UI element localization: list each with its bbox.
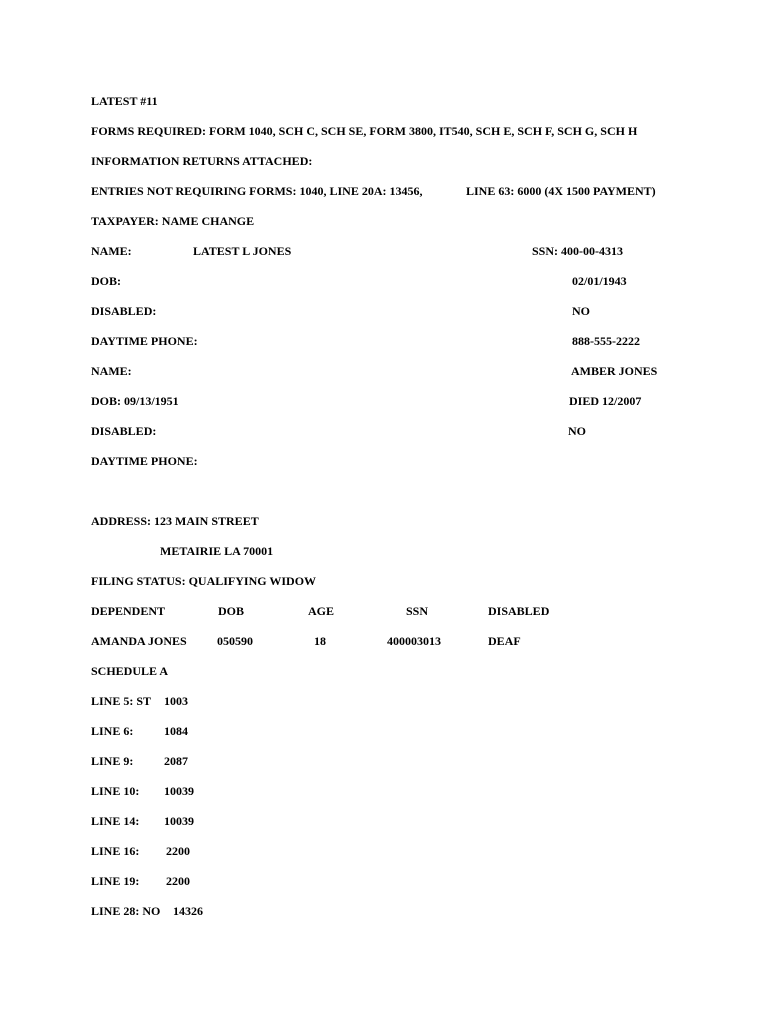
taxpayer-name-value: LATEST L JONES [193,244,292,258]
schedule-line-label: LINE 14: [91,814,140,828]
schedule-line-value: 2200 [166,874,190,888]
dependent-header-dob: DOB [218,604,245,618]
schedule-line-label: LINE 9: [91,754,134,768]
schedule-line-label: LINE 6: [91,724,134,738]
dependent-header-disabled: DISABLED [488,604,550,618]
spouse-name-value: AMBER JONES [571,364,658,378]
taxpayer-disabled-value: NO [572,304,590,318]
dependent-dob: 050590 [217,634,253,648]
dependent-name: AMANDA JONES [91,634,187,648]
schedule-line-value: 14326 [173,904,203,918]
schedule-line-value: 1003 [164,694,188,708]
forms-required-line: FORMS REQUIRED: FORM 1040, SCH C, SCH SE, FORM 3800, IT540, SCH E, SCH F, SCH G, SCH H [91,124,638,138]
spouse-died: DIED 12/2007 [569,394,642,408]
schedule-line-value: 1084 [164,724,188,738]
taxpayer-dob-value: 02/01/1943 [572,274,627,288]
dependent-header-name: DEPENDENT [91,604,166,618]
document-title: LATEST #11 [91,94,158,108]
taxpayer-dob-label: DOB: [91,274,121,288]
schedule-line-label: LINE 19: [91,874,140,888]
taxpayer-name-label: NAME: [91,244,132,258]
dependent-age: 18 [314,634,326,648]
address-line1: ADDRESS: 123 MAIN STREET [91,514,259,528]
filing-status: FILING STATUS: QUALIFYING WIDOW [91,574,317,588]
schedule-line-label: LINE 10: [91,784,140,798]
schedule-line-label: LINE 16: [91,844,140,858]
info-returns-line: INFORMATION RETURNS ATTACHED: [91,154,313,168]
schedule-line-value: 10039 [164,784,194,798]
schedule-line-label: LINE 5: ST [91,694,152,708]
taxpayer-disabled-label: DISABLED: [91,304,157,318]
spouse-disabled-label: DISABLED: [91,424,157,438]
spouse-name-label: NAME: [91,364,132,378]
address-line2: METAIRIE LA 70001 [160,544,274,558]
schedule-line-value: 2087 [164,754,188,768]
taxpayer-note: TAXPAYER: NAME CHANGE [91,214,255,228]
schedule-line-value: 10039 [164,814,194,828]
dependent-header-ssn: SSN [406,604,429,618]
taxpayer-phone-value: 888-555-2222 [572,334,640,348]
taxpayer-ssn: SSN: 400-00-4313 [532,244,624,258]
dependent-header-age: AGE [308,604,335,618]
spouse-phone-label: DAYTIME PHONE: [91,454,198,468]
schedule-line-value: 2200 [166,844,190,858]
dependent-disabled: DEAF [488,634,521,648]
dependent-ssn: 400003013 [387,634,441,648]
spouse-disabled-value: NO [568,424,586,438]
schedule-line-label: LINE 28: NO [91,904,161,918]
spouse-dob: DOB: 09/13/1951 [91,394,179,408]
schedule-a-title: SCHEDULE A [91,664,169,678]
taxpayer-phone-label: DAYTIME PHONE: [91,334,198,348]
entries-left: ENTRIES NOT REQUIRING FORMS: 1040, LINE 20A: 13456, [91,184,423,198]
entries-right: LINE 63: 6000 (4X 1500 PAYMENT) [466,184,656,198]
